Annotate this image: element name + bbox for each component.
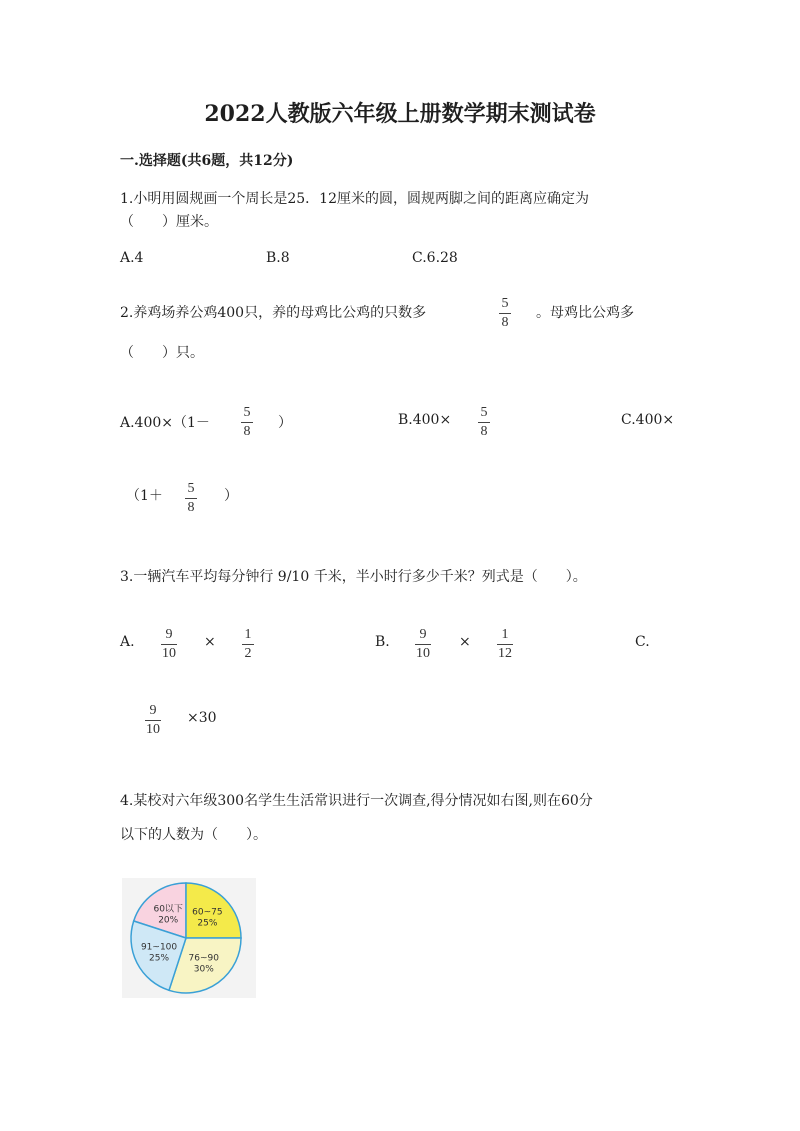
fraction-bar [415, 644, 431, 645]
fraction-denominator: 8 [480, 424, 488, 439]
question-1-option-b: B.8 [266, 250, 290, 266]
fraction-numerator: 5 [501, 296, 509, 311]
question-1-line2: （ ）厘米。 [120, 214, 218, 230]
fraction-bar [161, 644, 177, 645]
fraction-denominator: 8 [187, 500, 195, 515]
pie-value-label: 30% [193, 964, 214, 975]
fraction-bar [242, 644, 254, 645]
pie-value-label: 25% [197, 918, 218, 929]
page-title: 2022人教版六年级上册数学期末测试卷 [204, 101, 596, 127]
question-2-text-a: 2.养鸡场养公鸡400只，养的母鸡比公鸡的只数多 [120, 305, 427, 321]
question-2-option-c-prefix: C.400× [621, 412, 675, 428]
pie-label: 91~100 [140, 942, 178, 953]
pie-value-label: 25% [149, 953, 170, 964]
fraction-numerator: 1 [501, 627, 509, 642]
question-2-option-c-cont-prefix: （1＋ [126, 488, 163, 504]
times-sign: × [459, 634, 471, 650]
question-1-option-a: A.4 [120, 250, 144, 266]
times-30: ×30 [187, 710, 217, 726]
fraction-numerator: 9 [149, 703, 157, 718]
fraction-denominator: 10 [146, 722, 160, 737]
fraction-1-12 [497, 627, 513, 662]
fraction-denominator: 10 [162, 646, 176, 661]
question-2-line2: （ ）只。 [120, 345, 204, 361]
question-3-option-a: A. [120, 634, 135, 650]
fraction-numerator: 5 [243, 405, 251, 420]
question-2-option-c-cont-suffix: ） [224, 488, 238, 504]
fraction-numerator: 5 [480, 405, 488, 420]
question-3-option-b: B. [375, 634, 390, 650]
pie-chart [122, 878, 256, 998]
question-4-line2: 以下的人数为（ ）。 [120, 827, 267, 843]
fraction-denominator: 12 [498, 646, 512, 661]
fraction-bar [185, 498, 197, 499]
fraction-5-8 [499, 296, 511, 331]
fraction-numerator: 9 [419, 627, 427, 642]
pie-value-label: 20% [158, 915, 179, 926]
fraction-numerator: 9 [165, 627, 173, 642]
fraction-bar [241, 422, 253, 423]
fraction-bar [478, 422, 490, 423]
pie-label: 60以下 [153, 904, 183, 915]
fraction-5-8 [185, 481, 197, 516]
pie-label: 60~75 [192, 907, 223, 918]
fraction-5-8 [478, 405, 490, 440]
question-3-text: 3.一辆汽车平均每分钟行 9/10 千米，半小时行多少千米？列式是（ ）。 [120, 569, 587, 585]
fraction-denominator: 2 [244, 646, 252, 661]
question-4-line1: 4.某校对六年级300名学生生活常识进行一次调查,得分情况如右图,则在60分 [120, 793, 593, 809]
pie-label: 76~90 [188, 953, 220, 964]
question-2-text-b: 。母鸡比公鸡多 [536, 305, 634, 321]
fraction-denominator: 8 [243, 424, 251, 439]
fraction-numerator: 5 [187, 481, 195, 496]
fraction-9-10 [161, 627, 177, 662]
question-2-option-b-prefix: B.400× [398, 412, 452, 428]
fraction-bar [145, 720, 161, 721]
fraction-9-10 [145, 703, 161, 738]
fraction-9-10 [415, 627, 431, 662]
fraction-5-8 [241, 405, 253, 440]
section-heading: 一.选择题(共6题，共12分) [120, 153, 294, 169]
question-2-option-a-suffix: ） [278, 415, 292, 431]
fraction-bar [499, 313, 511, 314]
fraction-denominator: 10 [416, 646, 430, 661]
fraction-denominator: 8 [501, 315, 509, 330]
question-1-line1: 1.小明用圆规画一个周长是25．12厘米的圆，圆规两脚之间的距离应确定为 [120, 191, 589, 207]
times-sign: × [204, 634, 216, 650]
question-2-option-a-prefix: A.400×（1－ [120, 415, 210, 431]
fraction-bar [497, 644, 513, 645]
fraction-1-2 [242, 627, 254, 662]
question-3-option-c: C. [635, 634, 650, 650]
pie-chart-image [122, 878, 256, 998]
fraction-numerator: 1 [244, 627, 252, 642]
question-1-option-c: C.6.28 [412, 250, 458, 266]
